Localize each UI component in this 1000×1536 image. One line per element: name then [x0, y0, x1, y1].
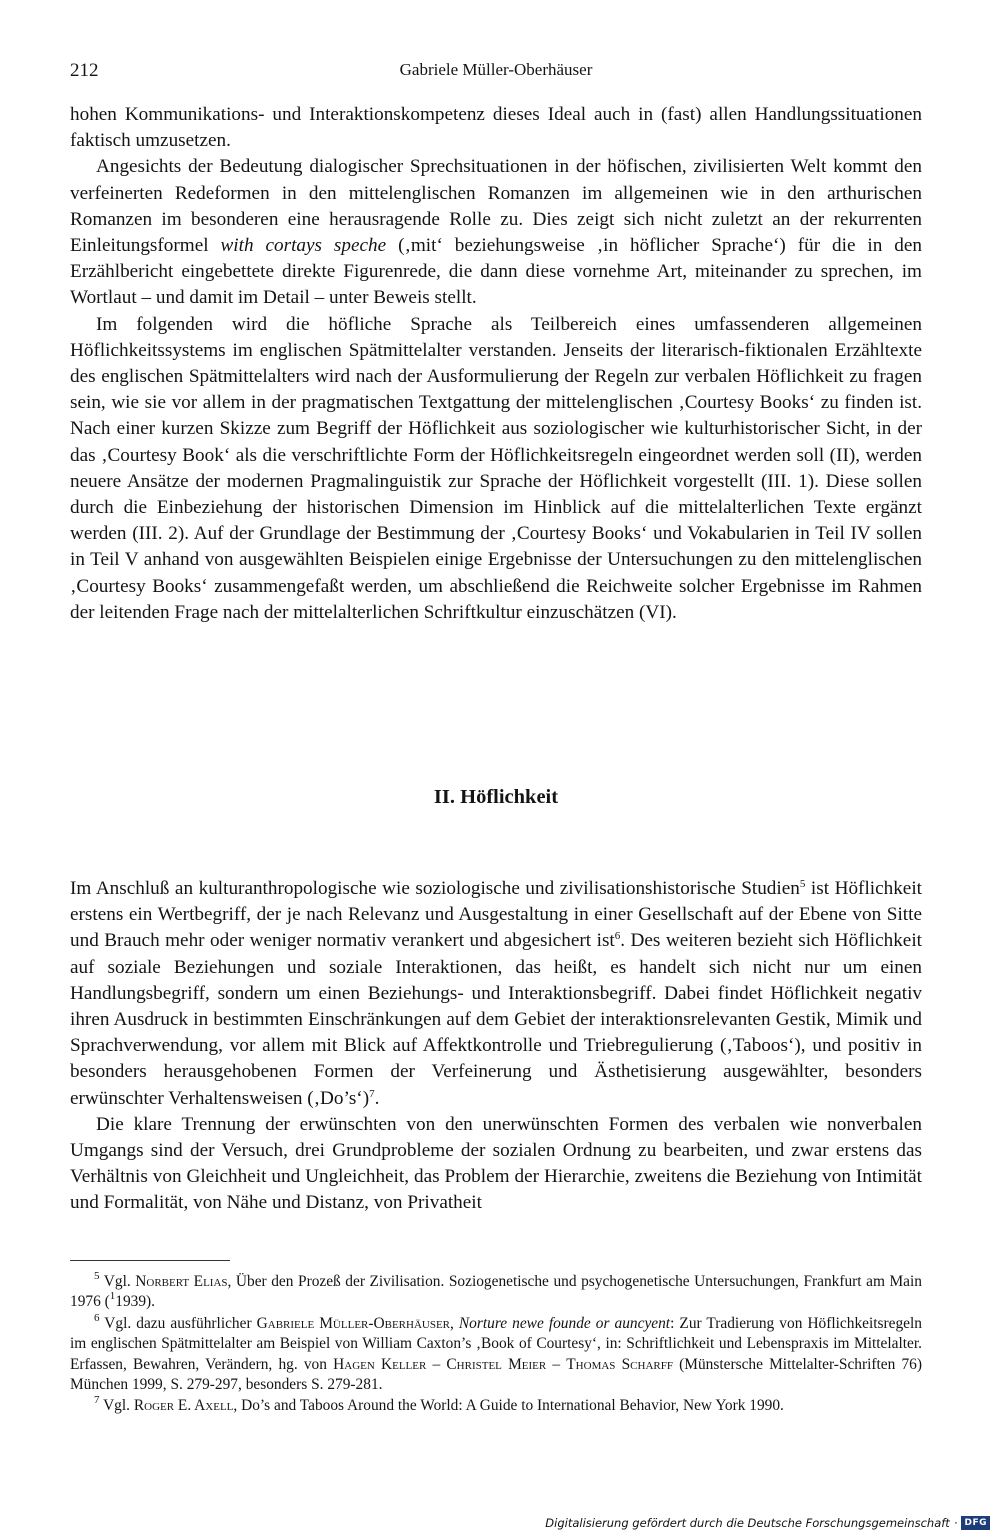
footnote-number: 6	[94, 1311, 100, 1324]
footnote-number: 7	[94, 1394, 100, 1407]
author-name: Norbert Elias	[135, 1273, 228, 1290]
text-run: –	[426, 1355, 447, 1373]
footnotes	[70, 1272, 922, 1417]
text-run: (Münstersche Mittelalter-Schriften 76) München 1999, S. 279-297, besonders S. 279-281.	[70, 1355, 923, 1394]
text-run: .	[374, 1087, 380, 1109]
section-hoeflichkeit	[70, 876, 922, 1217]
footnote-5	[70, 1272, 922, 1313]
italic-phrase: with cortays speche	[220, 235, 387, 257]
text-run: ,	[450, 1314, 459, 1332]
text-run: Vgl.	[99, 1273, 136, 1290]
editor-name: Hagen Keller	[333, 1355, 427, 1373]
paragraph	[70, 876, 922, 1112]
separator: ·	[953, 1516, 958, 1530]
footnote-ref-5[interactable]: 5	[799, 878, 806, 890]
footnote-ref-7[interactable]: 7	[369, 1087, 375, 1100]
edition-superscript: 1	[109, 1290, 116, 1303]
dfg-logo: DFG	[961, 1516, 990, 1530]
text-run: ist Höflichkeit erstens ein Wertbegriff, der je nach Relevanz und Ausgestaltung in einer Gesellschaft auf der Ebene von Sitte und Brauch mehr oder weniger normativ verankert und abgesichert ist	[70, 878, 922, 952]
text-run: . Des weiteren bezieht sich Höflichkeit auf soziale Beziehungen und soziale Interaktionen, das heißt, es handelt sich nicht nur um einen Handlungsbegriff, sondern um einen Beziehungs- und Interaktionsbegriff. Dabei findet Höflichkeit negativ ihren Ausdruck in bestimmten Einschränkungen auf dem Gebiet der interaktionsrelevanten Gestik, Mimik und Sprachverwendung, vor allem mit Blick auf Affektkontrolle und Triebregulierung (‚Taboos‘), und positiv in besonders herausgehobenen Formen der Verfeinerung und Ästhetisierung ausgewählter, besonders erwünschter Verhaltensweisen (‚Do’s‘)	[70, 930, 922, 1109]
paragraph: Die klare Trennung der erwünschten von den unerwünschten Formen des verbalen wie nonverbalen Umgangs sind der Versuch, drei Grundprobleme der sozialen Ordnung zu bearbeiten, und zwar erstens das Verhältnis von Gleichheit und Ungleichheit, das Problem der Hierarchie, zweitens die Beziehung von Intimität und Formalität, von Nähe und Distanz, von Privatheit	[70, 1113, 922, 1214]
footnote-6	[70, 1311, 923, 1396]
section-introduction	[70, 102, 922, 626]
text-run: Im Anschluß an kulturanthropologische wie soziologische und zivilisationshistorische Studien	[70, 878, 800, 899]
footnote-divider	[70, 1260, 230, 1261]
italic-title: Norture newe founde or auncyent	[458, 1314, 671, 1332]
digitization-text: Digitalisierung gefördert durch die Deutsche Forschungsgemeinschaft	[545, 1516, 950, 1530]
text-run: : Zur Tradierung von Höflichkeitsregeln im englischen Spätmittelalter am Beispiel von William Caxton’s ‚Book of Courtesy‘, in: Schriftlichkeit und Lebenspraxis im Mittelalter. Erfassen, Bewahren, Verändern, hg. von	[70, 1314, 922, 1373]
digitization-notice	[545, 1516, 990, 1530]
section-heading: II. Höflichkeit	[433, 786, 559, 808]
text-run: Angesichts der Bedeutung dialogischer Sprechsituationen in der höfischen, zivilisierten Welt kommt den verfeinerten Redeformen in den mittelenglischen Romanzen im allgemeinen wie in den arthurischen Romanzen im besonderen eine herausragende Rolle zu. Dies zeigt sich nicht zuletzt an der rekurrenten Einleitungsformel	[70, 156, 922, 257]
author-name: Gabriele Müller-Oberhäuser	[256, 1314, 451, 1332]
paragraph: Im folgenden wird die höfliche Sprache als Teilbereich eines umfassenderen allgemeinen Höflichkeitssystems im englischen Spätmittelalter verstanden. Jenseits der literarisch-fiktionalen Erzähltexte des englischen Spätmittelalters wird nach der Ausformulierung der Regeln zur verbalen Höflichkeit zu fragen sein, wie sie vor allem in der pragmatischen Textgattung der mittelenglischen ‚Courtesy Books‘ zu finden ist. Nach einer kurzen Skizze zum Begriff der Höflichkeit aus soziologischer wie kulturhistorischer Sicht, in der das ‚Courtesy Book‘ als die verschriftlichte Form der Höflichkeitsregeln eingeordnet werden soll (II), werden neuere Ansätze der modernen Pragmalinguistik zur Sprache der Höflichkeit vorgestellt (III. 1). Diese sollen durch die Einbeziehung der historischen Dimension im Hinblick auf die mittelalterlichen Texte ergänzt werden (III. 2). Auf der Grundlage der Bestimmung der ‚Courtesy Books‘ und Vokabularien in Teil IV sollen in Teil V anhand von ausgewählten Beispielen einige Ergebnisse der Untersuchungen zu den mittelenglischen ‚Courtesy Books‘ zusammengefaßt werden, um abschließend die Reichweite solcher Ergebnisse im Rahmen der leitenden Frage nach der mittelalterlichen Schriftkultur einzuschätzen (VI).	[70, 313, 922, 623]
running-head-author: Gabriele Müller-Oberhäuser	[399, 60, 593, 79]
paragraph	[70, 154, 922, 311]
page-number: 212	[70, 60, 99, 81]
paragraph: hohen Kommunikations- und Interaktionskompetenz dieses Ideal auch in (fast) allen Handlungssituationen faktisch umzusetzen.	[70, 104, 922, 152]
text-run: 1939).	[115, 1293, 156, 1311]
text-run: , Do’s and Taboos Around the World: A Guide to International Behavior, New York 1990.	[233, 1397, 784, 1415]
text-run: (‚mit‘ beziehungsweise ‚in höflicher Sprache‘) für die in den Erzählbericht eingebettete direkte Figurenrede, die dann diese vornehme Art, miteinander zu sprechen, im Wortlaut – und damit im Detail – unter Beweis stellt.	[70, 235, 922, 309]
text-run: Vgl.	[99, 1397, 134, 1415]
footnote-7	[70, 1396, 922, 1416]
text-run: , Über den Prozeß der Zivilisation. Soziogenetische und psychogenetische Untersuchungen, Frankfurt am Main 1976 (	[70, 1273, 922, 1311]
text-run: Vgl. dazu ausführlicher	[99, 1314, 257, 1332]
author-name: Roger E. Axell	[133, 1397, 234, 1415]
footnote-ref-6[interactable]: 6	[614, 930, 621, 943]
text-run: –	[546, 1355, 567, 1373]
footnote-number: 5	[94, 1270, 100, 1282]
editor-name: Christel Meier	[446, 1355, 547, 1373]
editor-name: Thomas Scharff	[566, 1355, 673, 1373]
running-head	[70, 60, 922, 90]
